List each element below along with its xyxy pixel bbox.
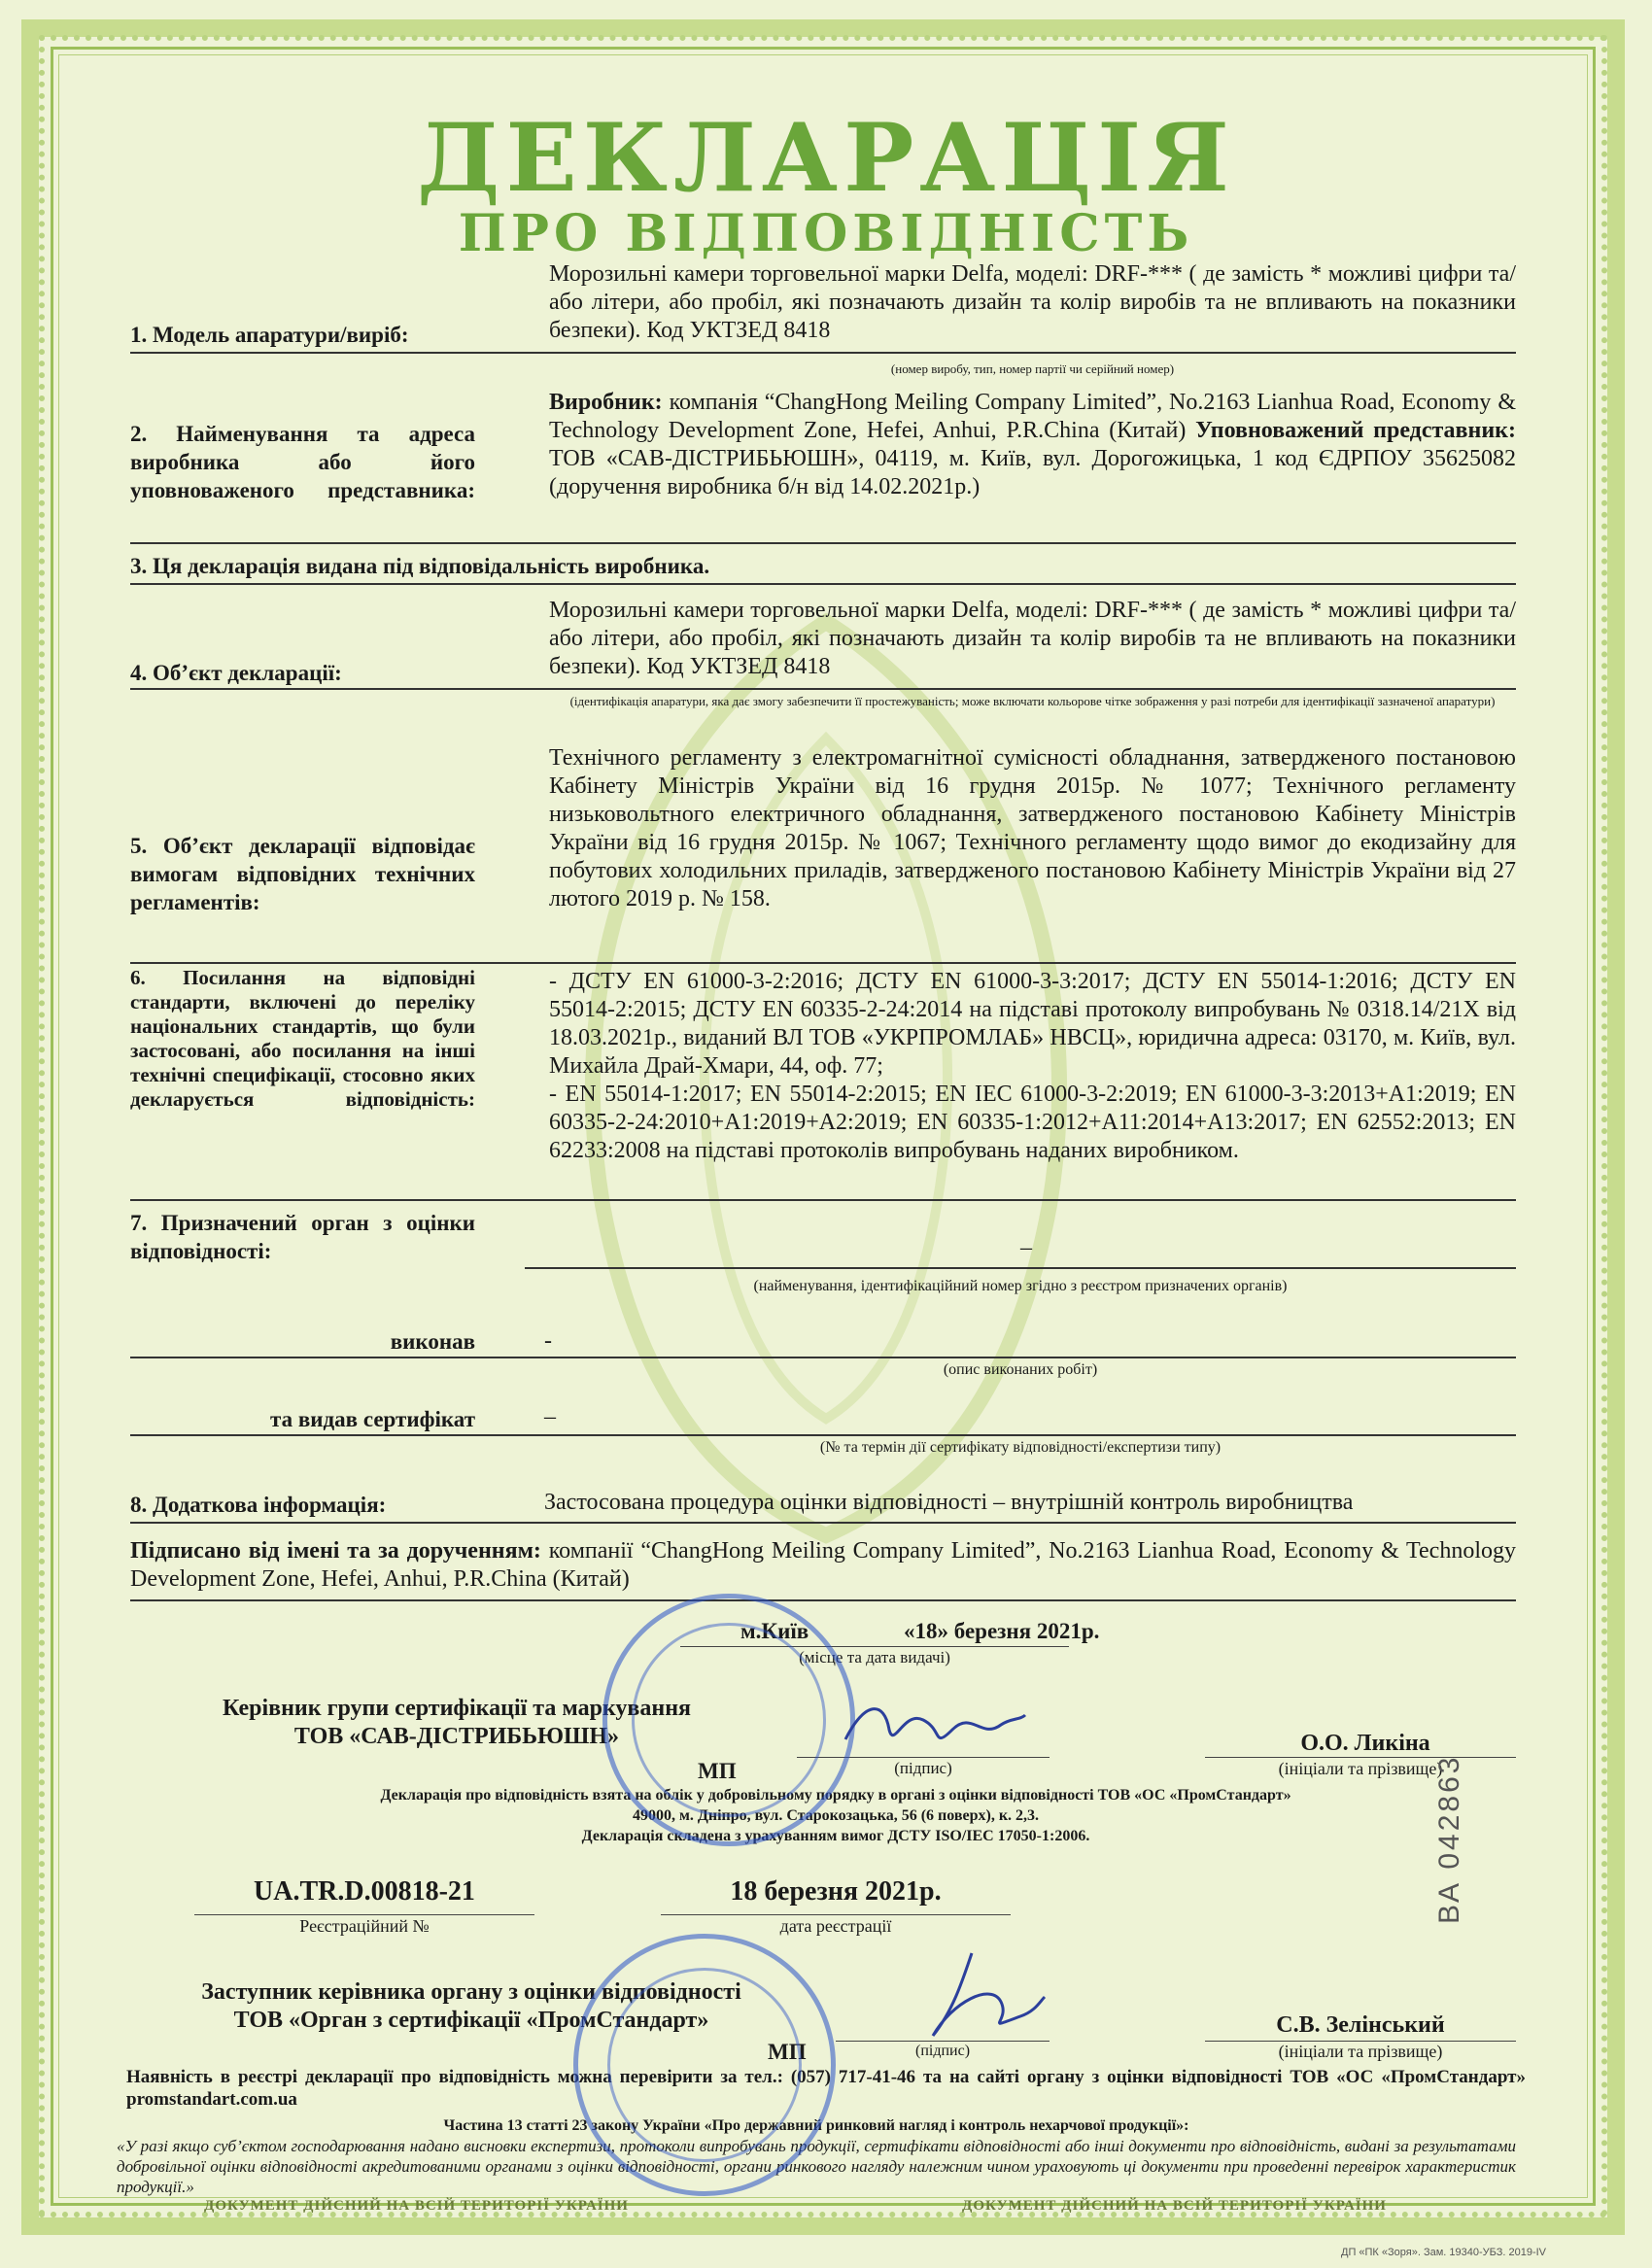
deputy-position: Заступник керівника органу з оцінки відповідності bbox=[201, 1979, 741, 2005]
s6-value-national: - ДСТУ EN 61000-3-2:2016; ДСТУ EN 61000-3-3:2017; ДСТУ EN 55014-1:2016; ДСТУ EN 55014-2:2015; ДСТУ EN 60335-2-24:2014 на підставі протоколу випробувань № 0318.14/21Х від 18.03.2021р., виданий ВЛ ТОВ «УКРПРОМЛАБ» НВСЦ», юридична адреса: 03170, м. Київ, вул. Михайла Драй-Хмари, 44, оф. 77; bbox=[549, 969, 1516, 1079]
s1-value: Морозильні камери торговельної марки Delfa, моделі: DRF-*** ( де замість * можливі цифри та/або літери, або пробіл, які позначають дизайн та колір виробів та не впливають на показники безпеки). Код УКТЗЕД 8418 bbox=[549, 261, 1516, 343]
s6-label: 6. Посилання на відповідні стандарти, включені до переліку національних стандартів, що були застосовані, або посилання на інші технічні специфікації, стосовно яких декларується відповідність: bbox=[130, 966, 475, 1111]
signed-block bbox=[130, 1537, 1516, 1594]
reg-date: 18 березня 2021р. bbox=[730, 1876, 942, 1907]
head-position: Керівник групи сертифікації та маркування bbox=[222, 1696, 692, 1721]
reg-note-3: Декларація складена з урахуванням вимог ДСТУ ISO/IEC 17050-1:2006. bbox=[581, 1828, 1090, 1844]
head-name: О.О. Ликіна bbox=[1300, 1731, 1430, 1756]
head-company: ТОВ «САВ-ДІСТРИБЬЮШН» bbox=[293, 1724, 620, 1749]
deputy-mp: МП bbox=[768, 2040, 807, 2064]
done-value: - bbox=[544, 1328, 552, 1354]
head-name-hint: (ініціали та прізвище) bbox=[1278, 1759, 1443, 1778]
cert-value: – bbox=[544, 1404, 556, 1429]
s4-hint: (ідентифікація апаратури, яка дає змогу забезпечити її простежуваність; може включати кольорове чітке зображення у разі потреби для ідентифікації зазначеної апаратури) bbox=[569, 694, 1496, 708]
divider bbox=[130, 1599, 1516, 1601]
divider bbox=[130, 1357, 1516, 1358]
divider bbox=[525, 1267, 1516, 1269]
reg-note-1: Декларація про відповідність взята на облік у добровільному порядку в органі з оцінки відповідності ТОВ «ОС «ПромСтандарт» bbox=[380, 1787, 1291, 1804]
signature-deputy bbox=[894, 1943, 1050, 2050]
s2-value bbox=[549, 389, 1516, 501]
head-mp: МП bbox=[698, 1759, 737, 1783]
registry-check: Наявність в реєстрі декларації про відповідність можна перевірити за тел.: (057) 717-41-46 та на сайті органу з оцінки відповідності ТОВ «ОС «ПромСтандарт» promstandart.com.ua bbox=[126, 2067, 1526, 2110]
s7-hint: (найменування, ідентифікаційний номер згідно з реєстром призначених органів) bbox=[753, 1278, 1288, 1294]
place-hint: (місце та дата видачі) bbox=[799, 1648, 950, 1667]
s5-label: 5. Об’єкт декларації відповідає вимогам відповідних технічних регламентів: bbox=[130, 834, 475, 914]
divider bbox=[130, 352, 1516, 354]
divider bbox=[130, 962, 1516, 964]
seal-inner-ring bbox=[632, 1623, 826, 1817]
deputy-company: ТОВ «Орган з сертифікації «ПромСтандарт» bbox=[233, 2008, 709, 2033]
divider bbox=[194, 1914, 534, 1915]
signed-value: компанії “ChangHong Meiling Company Limited”, No.2163 Lianhua Road, Economy & Technology Development Zone, Hefei, Anhui, P.R.China (Китай) bbox=[130, 1538, 1517, 1592]
s4-value: Морозильні камери торговельної марки Delfa, моделі: DRF-*** ( де замість * можливі цифри та/або літери, або пробіл, які позначають дизайн та колір виробів та не впливають на показники безпеки). Код УКТЗЕД 8418 bbox=[549, 598, 1516, 679]
reg-number: UA.TR.D.00818-21 bbox=[254, 1876, 475, 1907]
s7-label: 7. Призначений орган з оцінки відповідності: bbox=[130, 1211, 475, 1263]
reg-date-hint: дата реєстрації bbox=[779, 1916, 892, 1936]
reg-number-hint: Реєстраційний № bbox=[299, 1916, 430, 1936]
s1-label: 1. Модель апаратури/виріб: bbox=[130, 323, 409, 347]
maker-value: компанія “ChangHong Meiling Company Limited”, No.2163 Lianhua Road, Economy & Technology Development Zone, Hefei, Anhui, P.R.China (Китай) bbox=[549, 390, 1516, 443]
done-label: виконав bbox=[390, 1329, 475, 1354]
divider bbox=[130, 1522, 1516, 1524]
s7-value: – bbox=[1020, 1235, 1032, 1260]
s6-value-international: - EN 55014-1:2017; EN 55014-2:2015; EN IEC 61000-3-2:2019; EN 61000-3-3:2013+A1:2019; EN 60335-2-24:2010+A1:2019+A2:2019; EN 60335-1:2012+A11:2014+A13:2017; EN 62552:2013; EN 62233:2008 на підставі протоколів випробувань наданих виробником. bbox=[549, 1082, 1516, 1163]
divider bbox=[1205, 1757, 1516, 1758]
title-conformity: ПРО ВІДПОВІДНІСТЬ bbox=[458, 204, 1194, 263]
place-date: «18» березня 2021р. bbox=[904, 1619, 1100, 1643]
seal-inner-ring bbox=[607, 1968, 802, 2162]
title-declaration: ДЕКЛАРАЦІЯ bbox=[417, 103, 1235, 213]
validity-strip-left: ДОКУМЕНТ ДІЙСНИЙ НА ВСІЙ ТЕРИТОРІЇ УКРАЇНИ bbox=[204, 2198, 629, 2214]
maker-label: Виробник: bbox=[549, 390, 663, 415]
divider bbox=[130, 1199, 1516, 1201]
deputy-sign-hint: (підпис) bbox=[914, 2043, 971, 2059]
head-sign-hint: (підпис) bbox=[894, 1759, 952, 1777]
s8-label: 8. Додаткова інформація: bbox=[130, 1493, 387, 1517]
printer-info: ДП «ПК «Зоря». Зам. 19340-УБЗ. 2019-IV bbox=[1341, 2247, 1547, 2258]
s4-label: 4. Об’єкт декларації: bbox=[130, 661, 342, 685]
s8-value: Застосована процедура оцінки відповідності – внутрішній контроль виробництва bbox=[544, 1490, 1354, 1515]
done-hint: (опис виконаних робіт) bbox=[943, 1361, 1098, 1378]
signature-head bbox=[836, 1691, 1030, 1759]
cert-label: та видав сертифікат bbox=[270, 1407, 475, 1431]
s5-value: Технічного регламенту з електромагнітної сумісності обладнання, затвердженого постановою Кабінету Міністрів України від 16 грудня 2015р. № 1077; Технічного регламенту низьковольтного електричного обладнання, затвердженого постановою Кабінету Міністрів України від 16 грудня 2015р. № 1067; Технічного регламенту щодо вимог до екодизайну для побутових холодильних приладів, затвердженого постановою Кабінету Міністрів України від 27 лютого 2019 р. № 158. bbox=[549, 745, 1516, 911]
place-city: м.Київ bbox=[740, 1619, 809, 1643]
cert-hint: (№ та термін дії сертифікату відповідності/експертизи типу) bbox=[819, 1439, 1222, 1456]
deputy-name-hint: (ініціали та прізвище) bbox=[1278, 2042, 1443, 2061]
serial-number: ВА 042863 bbox=[1433, 1754, 1465, 1924]
s3-label: 3. Ця декларація видана під відповідальність виробника. bbox=[130, 554, 710, 578]
rep-value: ТОВ «САВ-ДІСТРИБЬЮШН», 04119, м. Київ, вул. Дорогожицька, 1 код ЄДРПОУ 35625082 (доручення виробника б/н від 14.02.2021р.) bbox=[549, 446, 1516, 499]
s1-hint: (номер виробу, тип, номер партії чи серійний номер) bbox=[890, 361, 1175, 376]
divider bbox=[130, 542, 1516, 544]
rep-label: Уповноважений представник: bbox=[1195, 418, 1516, 443]
s2-label: 2. Найменування та адреса виробника або його уповноваженого представника: bbox=[130, 422, 475, 502]
divider bbox=[130, 688, 1516, 690]
signed-label: Підписано від імені та за дорученням: bbox=[130, 1538, 541, 1564]
divider bbox=[130, 583, 1516, 585]
law-title: Частина 13 статті 23 закону України «Про державний ринковий нагляд і контроль нехарчової продукції»: bbox=[443, 2117, 1189, 2134]
reg-note-2: 49000, м. Дніпро, вул. Старокозацька, 56 (6 поверх), к. 2,3. bbox=[632, 1807, 1040, 1824]
divider bbox=[661, 1914, 1011, 1915]
law-text: «У разі якщо суб’єктом господарювання надано висновки експертизи, протоколи випробувань продукції, сертифікати відповідності або інші документи про відповідність, видані за результатами добровільної оцінки відповідності акредитованими органами з оцінки відповідності, органи ринкового нагляду належним чином ураховують ці документи при проведенні перевірок характеристик продукції.» bbox=[117, 2137, 1516, 2196]
deputy-name: С.В. Зелінський bbox=[1276, 2012, 1445, 2038]
validity-strip-right: ДОКУМЕНТ ДІЙСНИЙ НА ВСІЙ ТЕРИТОРІЇ УКРАЇНИ bbox=[962, 2198, 1387, 2214]
divider bbox=[130, 1434, 1516, 1436]
